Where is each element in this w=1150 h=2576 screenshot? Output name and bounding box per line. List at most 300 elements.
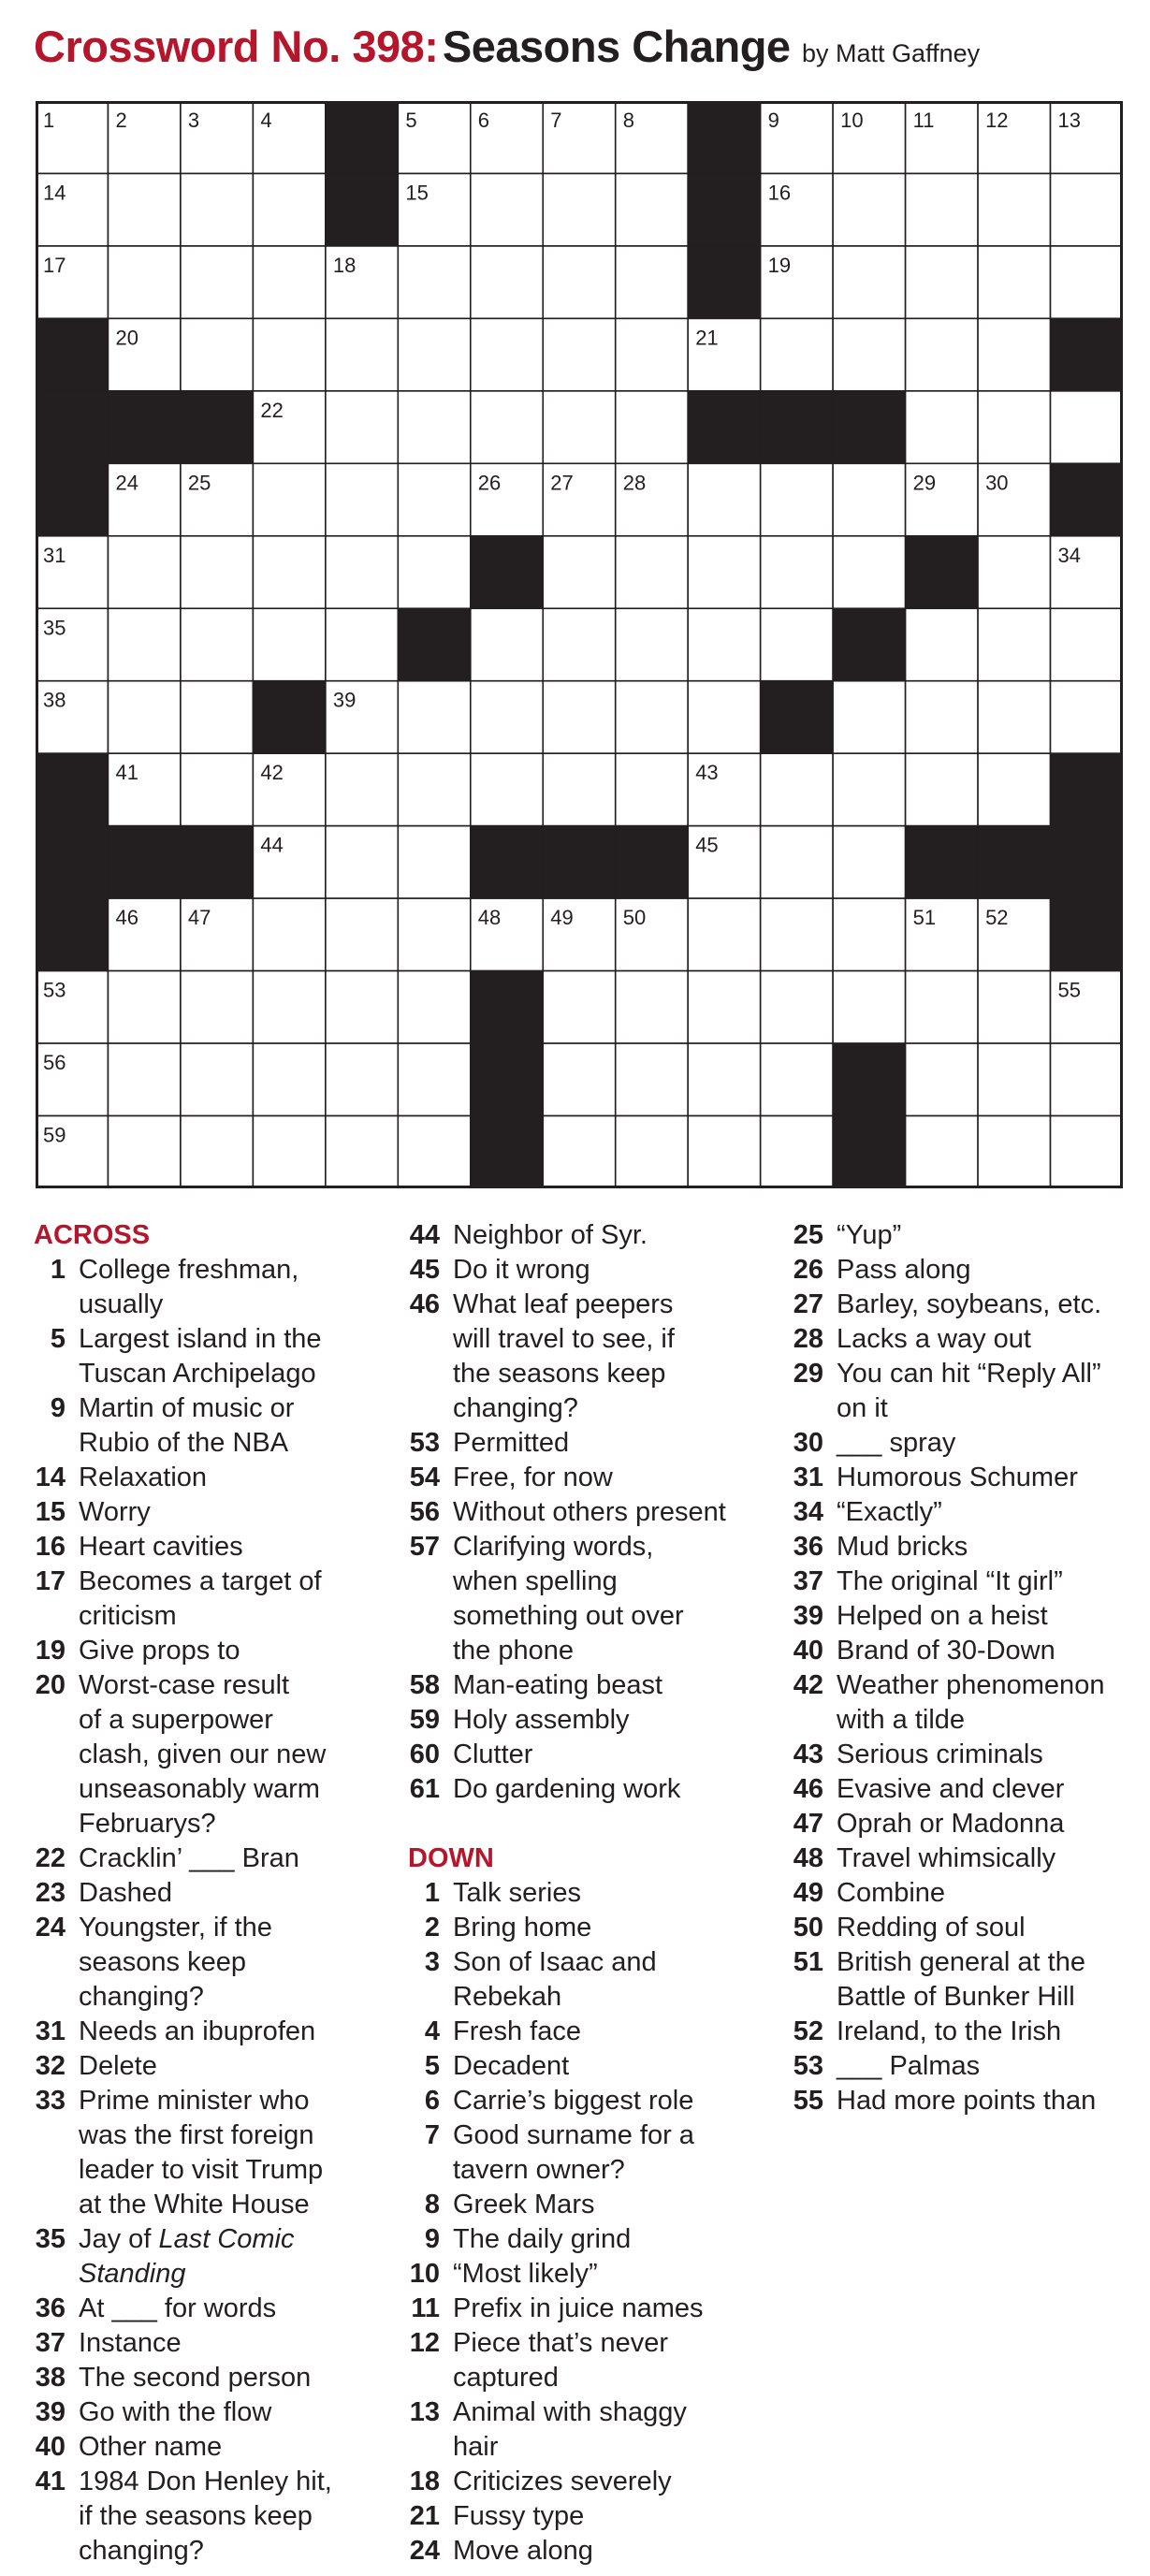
clue-number: 1 [424,1878,440,1908]
clue [408,1495,792,1530]
cell-number: 38 [43,688,66,712]
grid-cell[interactable] [253,246,325,318]
clue [34,2465,408,2569]
grid-cell[interactable] [543,173,615,245]
grid-cell[interactable] [326,318,398,390]
grid-cell[interactable] [398,1043,470,1115]
clue-number: 2 [424,1913,440,1943]
clue-text: Free, for now [453,1463,613,1492]
grid-cell[interactable] [833,681,905,753]
clue-text: Clarifying words, when spelling something out over the phone [453,1532,684,1666]
clue [792,1807,1138,1841]
grid-cell[interactable] [616,608,688,680]
cell-number: 37 [840,616,864,640]
grid-cell[interactable] [1051,681,1123,753]
cell-number: 60 [477,1123,502,1147]
grid-cell[interactable] [326,753,398,825]
black-square [1051,463,1123,535]
grid-cell[interactable] [181,681,253,753]
grid-cell[interactable] [543,536,615,608]
clue-text: Instance [79,2328,182,2358]
cell-number: 19 [767,253,792,277]
grid-cell[interactable] [181,608,253,680]
black-square [36,898,108,970]
clue-number: 39 [793,1601,823,1631]
clue-text: Neighbor of Syr. [453,1220,648,1250]
grid-cell[interactable] [543,608,615,680]
clue-number: 13 [409,2397,440,2427]
clue-number: 14 [35,1463,66,1492]
black-square [688,246,760,318]
section-gap [408,1807,792,1841]
clue [34,1461,408,1495]
clue [792,1599,1138,1634]
grid-cell[interactable] [471,318,543,390]
clue [34,2292,408,2326]
grid-cell[interactable] [543,971,615,1043]
cell-number: 11 [912,109,935,132]
clue [408,2084,792,2118]
cell-number: 48 [477,906,502,930]
grid-cell[interactable] [253,536,325,608]
clue [408,2326,792,2395]
clue-text: ___ spray [837,1428,956,1458]
cell-number: 50 [622,906,647,930]
grid-cell[interactable] [761,1116,833,1188]
grid-cell[interactable] [1051,1043,1123,1115]
clue-number: 25 [793,1220,823,1250]
grid-cell[interactable] [833,318,905,390]
black-square [181,826,253,898]
grid-cell[interactable] [108,608,180,680]
grid-cell[interactable] [253,1043,325,1115]
grid-cell[interactable] [108,246,180,318]
cell-number: 53 [43,978,66,1002]
clue-number: 37 [793,1566,823,1596]
grid-cell[interactable] [616,391,688,463]
grid-cell[interactable] [326,826,398,898]
clue-text: Worst-case result of a superpower clash, given our new unseasonably warm Februarys? [79,1670,327,1839]
grid-cell[interactable] [253,318,325,390]
grid-cell[interactable] [978,1043,1050,1115]
grid-cell[interactable] [978,971,1050,1043]
clue-number: 53 [409,1428,440,1458]
clue [34,2326,408,2361]
grid-cell[interactable] [761,463,833,535]
grid-cell[interactable] [906,608,978,680]
grid-cell[interactable] [978,391,1050,463]
grid-cell[interactable] [616,971,688,1043]
grid-cell[interactable] [833,246,905,318]
grid-cell[interactable] [108,1043,180,1115]
clue-number: 55 [793,2086,823,2116]
cell-number: 45 [695,833,719,857]
clue-text: Prime minister who was the first foreign leader to visit Trump at the White House [79,2086,324,2219]
clue-number: 8 [424,2190,440,2219]
across-heading: ACROSS [34,1220,151,1250]
grid-cell[interactable] [326,971,398,1043]
grid-cell[interactable] [616,681,688,753]
grid-cell[interactable] [181,753,253,825]
clue-number: 19 [35,1636,66,1666]
clue-number: 48 [793,1843,823,1873]
down-heading: DOWN [408,1843,494,1873]
clue [34,2361,408,2395]
puzzle-name: Seasons Change [442,22,791,71]
grid-cell[interactable] [326,391,398,463]
grid-cell[interactable] [833,826,905,898]
grid-cell[interactable] [253,1116,325,1188]
clue-number: 44 [409,1220,440,1250]
grid-cell[interactable] [1051,246,1123,318]
clue [792,1945,1138,2015]
black-square [761,391,833,463]
clue [408,2257,792,2292]
clue-number: 56 [409,1497,440,1527]
grid-cell[interactable] [326,608,398,680]
grid-cell[interactable] [543,1116,615,1188]
puzzle-title [34,21,980,72]
clue-number: 18 [409,2467,440,2496]
grid-cell[interactable] [181,318,253,390]
grid-cell[interactable] [906,173,978,245]
clue [34,2222,408,2292]
grid-cell[interactable] [471,608,543,680]
grid-cell[interactable] [253,608,325,680]
clue-text: “Yup” [837,1220,902,1250]
clue-text: Bring home [453,1913,592,1943]
grid-cell[interactable] [543,246,615,318]
grid-cell[interactable] [543,391,615,463]
clue-number: 46 [409,1289,440,1319]
clue [792,1911,1138,1945]
grid-cell[interactable] [688,536,760,608]
cell-number: 55 [1057,978,1082,1002]
grid-cell[interactable] [688,898,760,970]
grid-cell[interactable] [471,173,543,245]
grid-cell[interactable] [398,463,470,535]
black-square [326,101,398,173]
clue [792,1426,1138,1461]
grid-cell[interactable] [543,681,615,753]
clue-italic: Last Comic [158,2224,295,2254]
clue-text: Do it wrong [453,1255,590,1285]
clue [792,1322,1138,1357]
clue [408,1703,792,1738]
grid-cell[interactable] [398,898,470,970]
grid-cell[interactable] [543,318,615,390]
grid-cell[interactable] [978,608,1050,680]
black-square [36,753,108,825]
grid-cell[interactable] [616,1116,688,1188]
grid-cell[interactable] [181,1116,253,1188]
grid-cell[interactable] [326,898,398,970]
grid-cell[interactable] [398,318,470,390]
grid-cell[interactable] [688,1043,760,1115]
cell-number: 26 [477,471,502,495]
clue [408,2015,792,2049]
clue [34,1253,408,1322]
grid-cell[interactable] [1051,1116,1123,1188]
clue [408,1772,792,1807]
cell-number: 42 [260,761,284,785]
grid-cell[interactable] [688,971,760,1043]
grid-cell[interactable] [1051,608,1123,680]
grid-cell[interactable] [253,463,325,535]
grid-cell[interactable] [688,463,760,535]
clue [408,2534,792,2569]
grid-cell[interactable] [543,1043,615,1115]
grid-cell[interactable] [1051,391,1123,463]
cell-number: 35 [43,616,66,640]
clue [34,1530,408,1565]
clue-text: What leaf peepers will travel to see, if the seasons keep changing? [453,1289,675,1423]
clue [792,2084,1138,2118]
clue-text: Man-eating beast [453,1670,663,1700]
cell-number: 43 [695,761,719,785]
grid-cell[interactable] [471,246,543,318]
clue-number: 61 [409,1774,440,1804]
grid-cell[interactable] [688,608,760,680]
cell-number: 49 [550,906,574,930]
grid-cell[interactable] [398,826,470,898]
clue-number: 31 [793,1463,823,1492]
clue-number: 24 [35,1913,66,1943]
clue-number: 26 [793,1255,823,1285]
cell-number: 28 [622,471,647,495]
grid-cell[interactable] [761,898,833,970]
clue [792,1876,1138,1911]
clue-number: 22 [35,1843,66,1873]
grid-cell[interactable] [761,318,833,390]
clue [792,1218,1138,1253]
grid-cell[interactable] [326,536,398,608]
grid-cell[interactable] [398,753,470,825]
grid-cell[interactable] [471,681,543,753]
black-square [1051,826,1123,898]
cell-number: 56 [43,1051,66,1075]
grid-cell[interactable] [833,173,905,245]
clue-text: Brand of 30-Down [837,1636,1055,1666]
clue [34,1841,408,1876]
grid-cell[interactable] [833,463,905,535]
clue [792,1288,1138,1322]
grid-cell[interactable] [181,536,253,608]
cell-number: 4 [260,109,272,132]
grid-cell[interactable] [761,971,833,1043]
grid-cell[interactable] [761,536,833,608]
clue-text: British general at the Battle of Bunker Hill [837,1947,1085,2012]
clue [34,1668,408,1841]
clue-text: Give props to [79,1636,240,1666]
clue [34,1911,408,2015]
clue-number: 35 [35,2224,66,2254]
clue-text: The daily grind [453,2224,632,2254]
clue-number: 30 [793,1428,823,1458]
cell-number: 51 [912,906,937,930]
clue-text: Needs an ibuprofen [79,2016,316,2046]
grid-cell[interactable] [688,681,760,753]
clue-text: Ireland, to the Irish [837,2016,1062,2046]
cell-number: 44 [260,833,284,857]
grid-cell[interactable] [108,173,180,245]
clue [792,1738,1138,1772]
grid-cell[interactable] [253,971,325,1043]
grid-cell[interactable] [108,536,180,608]
clue-text: Go with the flow [79,2397,272,2427]
grid-cell[interactable] [181,246,253,318]
clue-text: Prefix in juice names [453,2293,704,2323]
clue-text: “Exactly” [837,1497,942,1527]
clue-number: 4 [424,2016,440,2046]
grid-cell[interactable] [978,173,1050,245]
grid-cell[interactable] [616,536,688,608]
grid-cell[interactable] [398,391,470,463]
clue-number: 10 [409,2259,440,2289]
grid-cell[interactable] [616,318,688,390]
clue [792,1530,1138,1565]
clue-text: Barley, soybeans, etc. [837,1289,1102,1319]
grid-cell[interactable] [833,971,905,1043]
clue [792,1565,1138,1599]
clue-text: Fussy type [453,2501,585,2531]
grid-cell[interactable] [398,971,470,1043]
clue-text: Heart cavities [79,1532,243,1562]
clue-text: Criticizes severely [453,2467,672,2496]
grid-cell[interactable] [108,971,180,1043]
grid-cell[interactable] [906,681,978,753]
clue [792,2049,1138,2084]
grid-cell[interactable] [398,681,470,753]
grid-cell[interactable] [1051,173,1123,245]
grid-cell[interactable] [761,753,833,825]
grid-cell[interactable] [398,246,470,318]
grid-cell[interactable] [616,753,688,825]
clue-text: College freshman, usually [79,1255,299,1319]
clue-number: 60 [409,1739,440,1769]
clue-text: Becomes a target of criticism [79,1566,322,1631]
grid-cell[interactable] [398,1116,470,1188]
grid-cell[interactable] [471,753,543,825]
clue-text: Animal with shaggy hair [453,2397,687,2462]
clue [792,1772,1138,1807]
grid-cell[interactable] [833,753,905,825]
clue [408,1530,792,1668]
grid-cell[interactable] [181,1043,253,1115]
clue-text: Do gardening work [453,1774,681,1804]
clue [408,1945,792,2015]
cell-number: 5 [405,109,417,132]
grid-cell[interactable] [833,536,905,608]
clue-text: ___ Palmas [837,2051,981,2081]
grid-cell[interactable] [906,318,978,390]
cell-number: 8 [622,109,634,132]
clue-number: 45 [409,1255,440,1285]
grid-cell[interactable] [978,536,1050,608]
clue [408,2499,792,2534]
clue-number: 59 [409,1705,440,1735]
grid-cell[interactable] [906,971,978,1043]
grid-cell[interactable] [543,753,615,825]
clue-number: 52 [793,2016,823,2046]
clue-number: 9 [50,1393,66,1423]
grid-cell[interactable] [761,608,833,680]
clue [34,2015,408,2049]
grid-cell[interactable] [906,246,978,318]
clue-text: Redding of soul [837,1913,1026,1943]
clue-number: 27 [793,1289,823,1319]
black-square [543,826,615,898]
cell-number: 7 [550,109,562,132]
grid-cell[interactable] [616,1043,688,1115]
grid-cell[interactable] [253,173,325,245]
clue-text: Evasive and clever [837,1774,1065,1804]
grid-cell[interactable] [906,753,978,825]
grid-cell[interactable] [906,391,978,463]
grid-cell[interactable] [761,826,833,898]
grid-cell[interactable] [253,898,325,970]
clue-number: 33 [35,2086,66,2116]
grid-cell[interactable] [978,318,1050,390]
grid-cell[interactable] [326,1116,398,1188]
grid-cell[interactable] [688,1116,760,1188]
clue [408,2465,792,2499]
grid-cell[interactable] [616,173,688,245]
clue [408,1253,792,1288]
clue [34,1634,408,1668]
grid-cell[interactable] [978,681,1050,753]
clue [792,1495,1138,1530]
grid-cell[interactable] [108,1116,180,1188]
grid-cell[interactable] [326,463,398,535]
grid-cell[interactable] [326,1043,398,1115]
black-square [906,826,978,898]
grid-cell[interactable] [833,898,905,970]
grid-cell[interactable] [108,681,180,753]
clue [408,1288,792,1426]
grid-cell[interactable] [906,1043,978,1115]
clue-text: “Most likely” [453,2259,598,2289]
clue-text: Martin of music or Rubio of the NBA [79,1393,295,1458]
clue [408,1668,792,1703]
cell-number: 20 [115,326,138,350]
grid-cell[interactable] [906,1116,978,1188]
grid-cell[interactable] [978,246,1050,318]
cell-number: 58 [840,1051,864,1075]
grid-cell[interactable] [181,971,253,1043]
cell-number: 40 [767,688,792,712]
clue-text: Helped on a heist [837,1601,1048,1631]
grid-cell[interactable] [181,173,253,245]
grid-cell[interactable] [616,246,688,318]
black-square [108,826,180,898]
clue [34,2430,408,2465]
clue-number: 21 [409,2501,440,2531]
grid-cell[interactable] [761,1043,833,1115]
clue-column-1 [34,1218,408,2569]
grid-cell[interactable] [471,391,543,463]
grid-cell[interactable] [398,536,470,608]
clue-text: Worry [79,1497,151,1527]
clue-number: 40 [35,2432,66,2462]
grid-cell[interactable] [978,1116,1050,1188]
black-square [616,826,688,898]
clue [34,1565,408,1634]
clue [34,2395,408,2430]
cell-number: 47 [187,906,211,930]
clue-number: 6 [424,2086,440,2116]
grid-cell[interactable] [978,753,1050,825]
